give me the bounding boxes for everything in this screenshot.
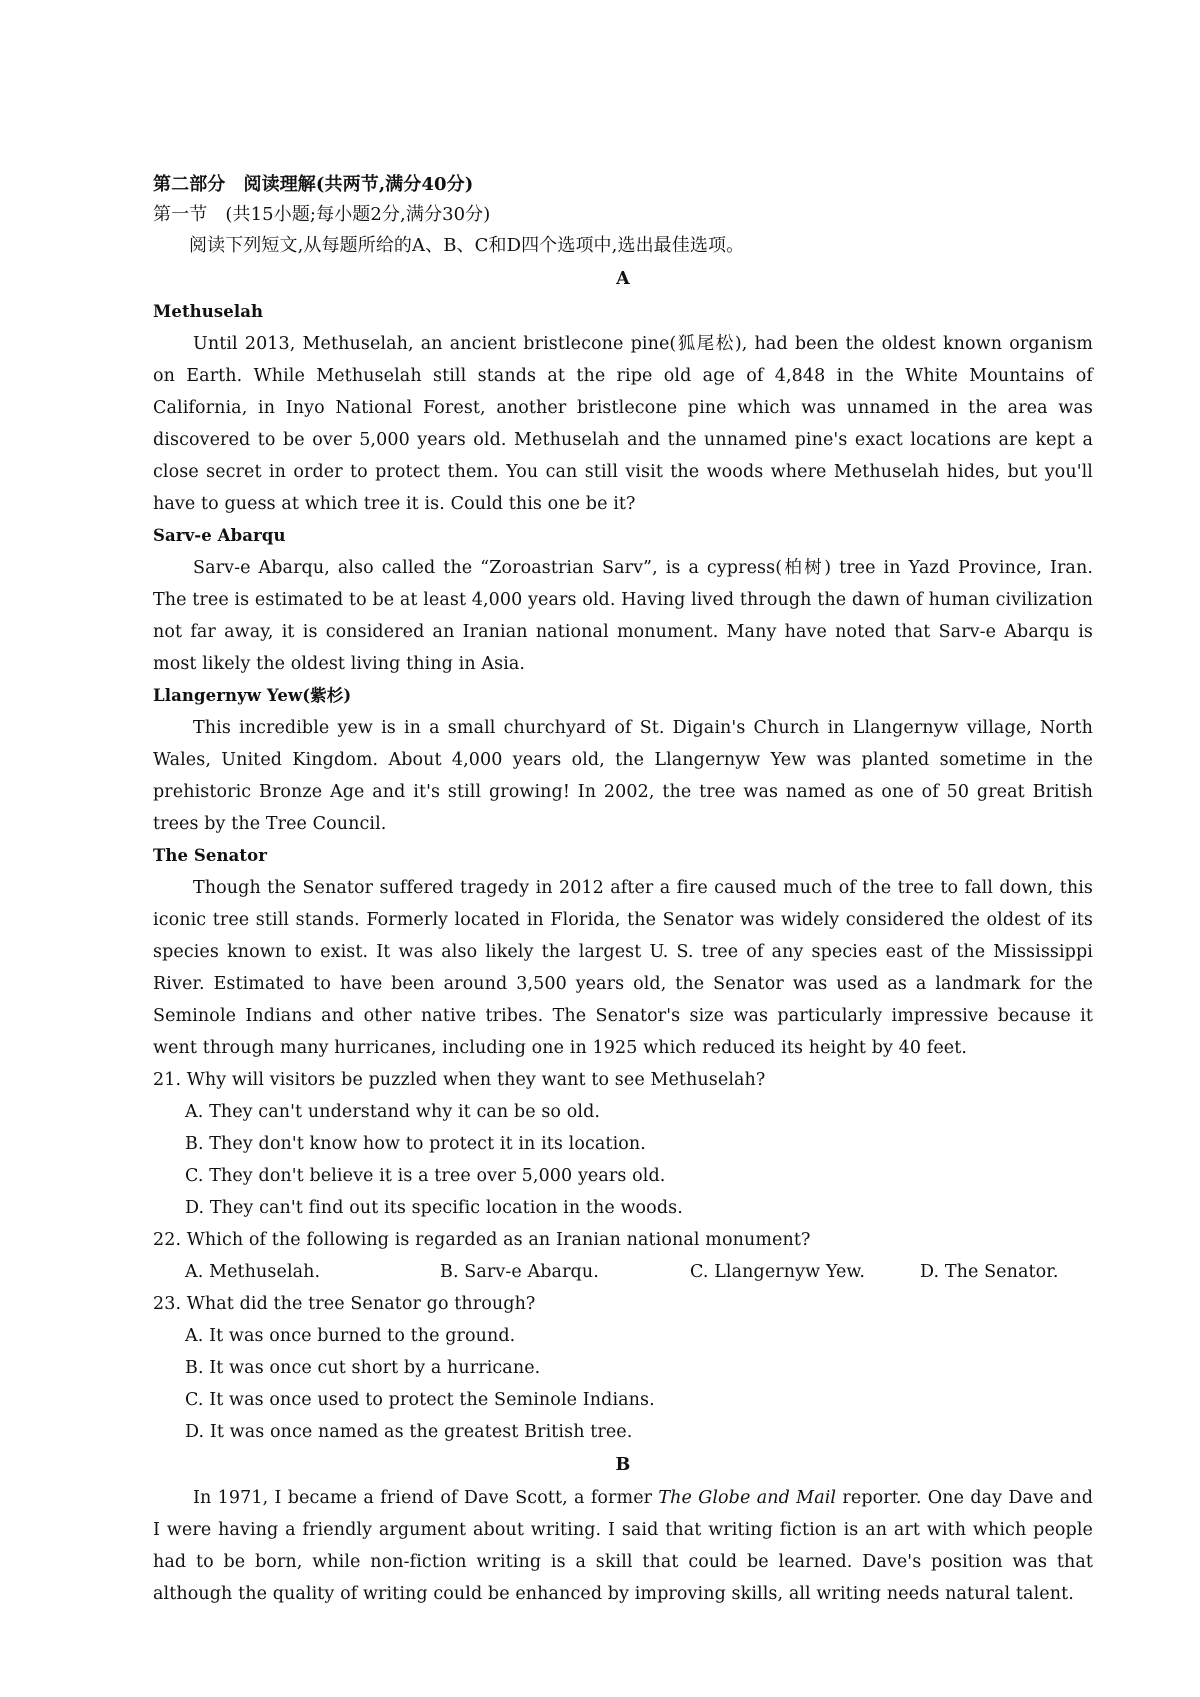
paragraph-llangernyw-yew: This incredible yew is in a small churchyard of St. Digain's Church in Llangernyw village, North Wales, United Kingdom. About 4,000 years old, the Llangernyw Yew was planted sometime in the prehistoric Bronze Age and it's still growing! In 2002, the tree was named as one of 50 great British trees by the Tree Council. [153, 718, 1093, 834]
passage-b-letter: B [615, 1455, 631, 1475]
page-content [153, 170, 1093, 1610]
question-21-stem: 21. Why will visitors be puzzled when they want to see Methuselah? [153, 1070, 766, 1090]
paragraph-the-senator: Though the Senator suffered tragedy in 2012 after a fire caused much of the tree to fall down, this iconic tree still stands. Formerly located in Florida, the Senator was widely considered the oldest of its species known to exist. It was also likely the largest U. S. tree of any species east of the Mississippi River. Estimated to have been around 3,500 years old, the Senator was used as a landmark for the Seminole Indians and other native tribes. The Senator's size was particularly impressive because it went through many hurricanes, including one in 1925 which reduced its height by 40 feet. [153, 878, 1093, 1058]
question-21-option-d: D. They can't find out its specific location in the woods. [185, 1198, 683, 1218]
section-heading: 第一节 (共15小题;每小题2分,满分30分) [153, 204, 491, 225]
question-22-option-b: B. Sarv-e Abarqu. [440, 1262, 599, 1282]
subsection-title-the-senator: The Senator [153, 846, 268, 865]
subsection-title-methuselah: Methuselah [153, 302, 264, 321]
paragraph-sarv-e-abarqu: Sarv-e Abarqu, also called the “Zoroastrian Sarv”, is a cypress(柏树) tree in Yazd Province, Iran. The tree is estimated to be at least 4,000 years old. Having lived through the dawn of human civilization not far away, it is considered an Iranian national monument. Many have noted that Sarv-e Abarqu is most likely the oldest living thing in Asia. [153, 558, 1094, 674]
question-23-option-c: C. It was once used to protect the Seminole Indians. [185, 1390, 655, 1410]
question-21-option-b: B. They don't know how to protect it in its location. [185, 1134, 646, 1154]
passage-a-letter: A [616, 269, 630, 289]
instruction-text: 阅读下列短文,从每题所给的A、B、C和D四个选项中,选出最佳选项。 [189, 235, 745, 256]
question-22-option-c: C. Llangernyw Yew. [690, 1262, 866, 1282]
question-23-option-b: B. It was once cut short by a hurricane. [185, 1358, 541, 1378]
passage-b-text-end: reporter. One day Dave and I were having a friendly argument about writing. I said that writing fiction is an art with which people had to be born, while non-fiction writing is a skill that could be learned. Dave's position was that although the quality of writing could be enhanced by improving skills, all writing needs natural talent. [153, 1488, 1093, 1604]
passage-b-text-start: In 1971, I became a friend of Dave Scott, a former [193, 1488, 659, 1508]
question-22-options [153, 1256, 1093, 1288]
subsection-title-llangernyw-yew: Llangernyw Yew(紫杉) [153, 686, 352, 705]
paragraph-passage-b [153, 1482, 1093, 1610]
question-22-stem: 22. Which of the following is regarded as an Iranian national monument? [153, 1230, 811, 1250]
question-22-option-d: D. The Senator. [920, 1262, 1059, 1282]
subsection-title-sarv-e-abarqu: Sarv-e Abarqu [153, 526, 286, 545]
question-21-option-c: C. They don't believe it is a tree over 5,000 years old. [185, 1166, 666, 1186]
paragraph-methuselah: Until 2013, Methuselah, an ancient bristlecone pine(狐尾松), had been the oldest known organism on Earth. While Methuselah still stands at the ripe old age of 4,848 in the White Mountains of California, in Inyo National Forest, another bristlecone pine which was unnamed in the area was discovered to be over 5,000 years old. Methuselah and the unnamed pine's exact locations are kept a close secret in order to protect them. You can still visit the woods where Methuselah hides, but you'll have to guess at which tree it is. Could this one be it? [153, 334, 1093, 514]
question-21-option-a: A. They can't understand why it can be so old. [185, 1102, 601, 1122]
question-23-option-d: D. It was once named as the greatest British tree. [185, 1422, 633, 1442]
part-heading: 第二部分 阅读理解(共两节,满分40分) [153, 174, 474, 195]
question-23-option-a: A. It was once burned to the ground. [185, 1326, 516, 1346]
newspaper-title: The Globe and Mail [658, 1488, 837, 1508]
question-23-stem: 23. What did the tree Senator go through? [153, 1294, 536, 1314]
question-22-option-a: A. Methuselah. [185, 1262, 321, 1282]
